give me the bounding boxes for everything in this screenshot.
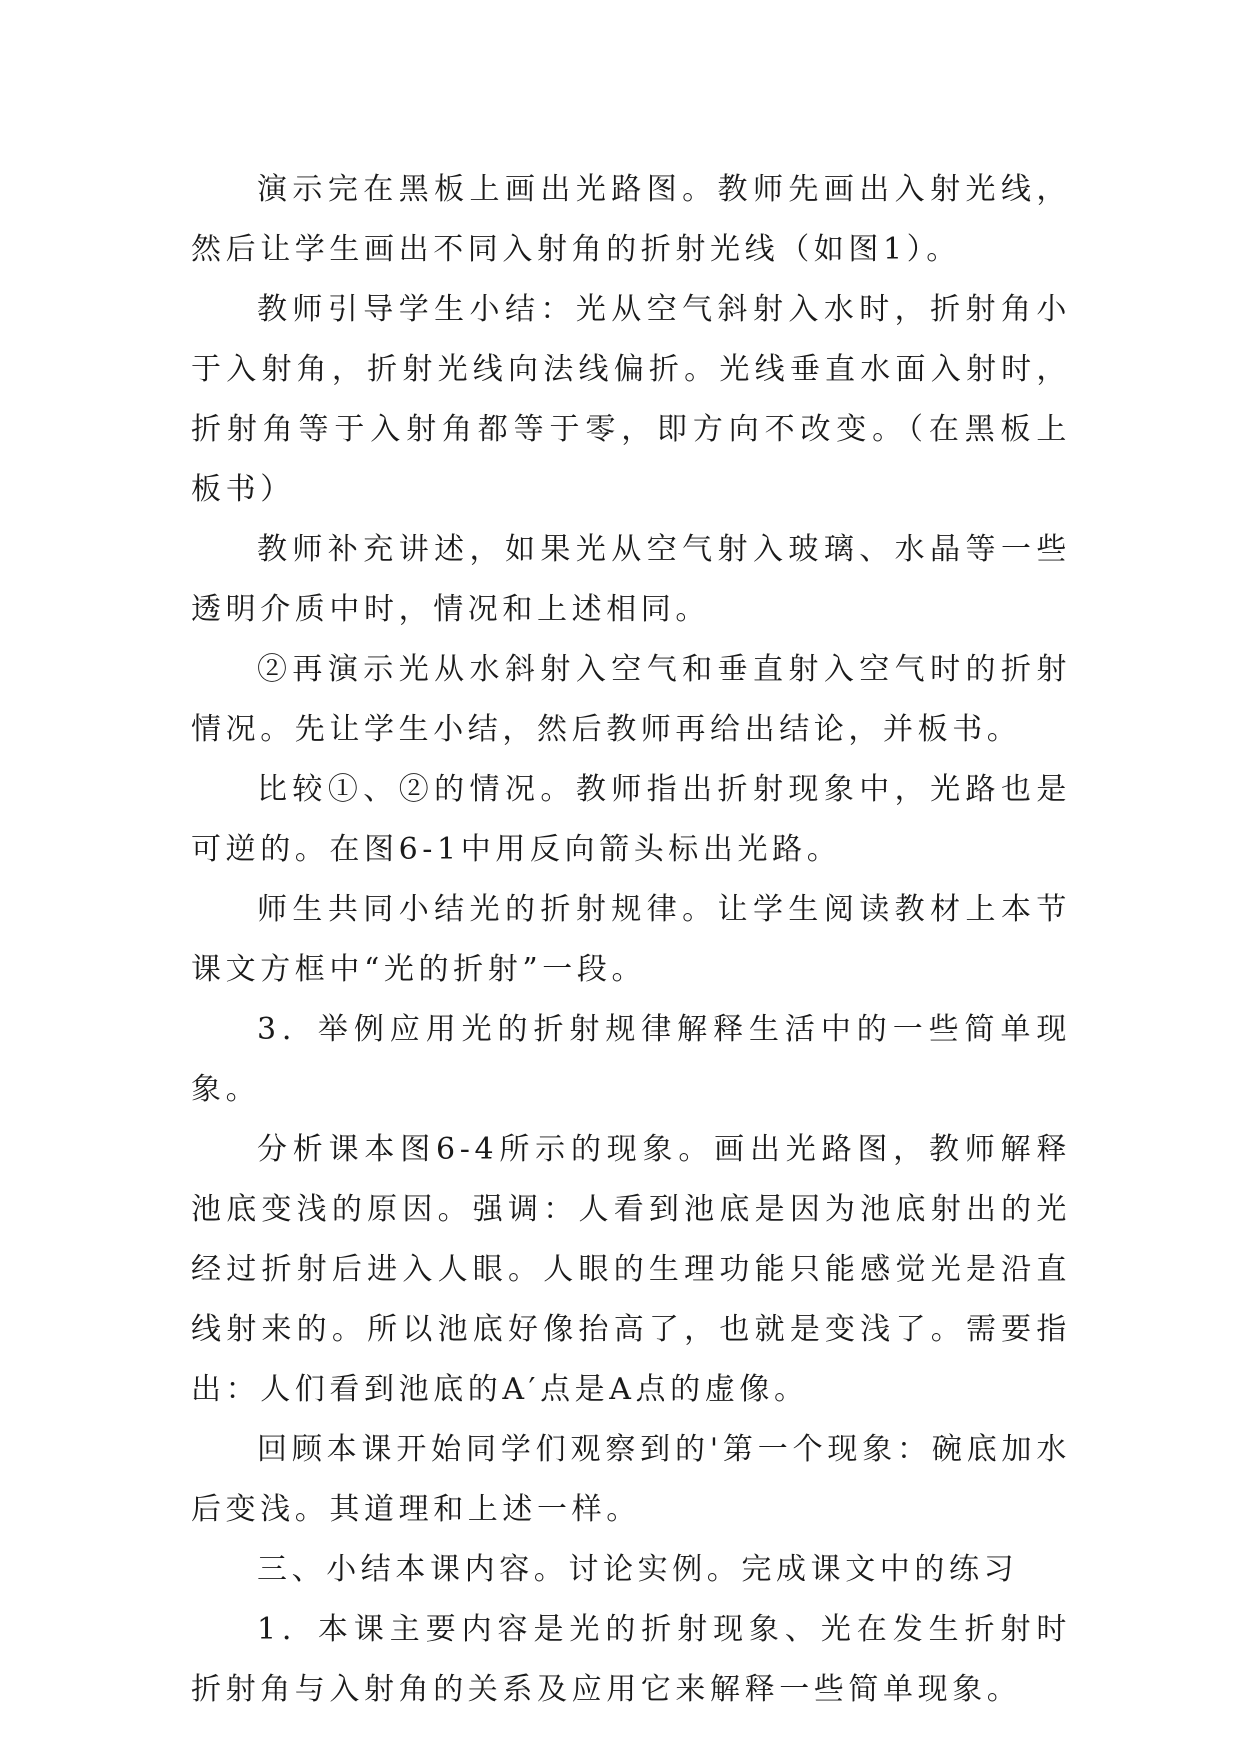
paragraph-demo-light-path: 演示完在黑板上画出光路图。教师先画出入射光线，然后让学生画出不同入射角的折射光线（如图1）。 bbox=[191, 172, 1071, 267]
paragraph-analysis: 分析课本图6-4所示的现象。画出光路图，教师解释池底变浅的原因。强调：人看到池底是因为池底射出的光经过折射后进入人眼。人眼的生理功能只能感觉光是沿直线射来的。所以池底好像抬高了，也就是变浅了。需要指出：人们看到池底的A′点是A点的虚像。 bbox=[191, 1132, 1071, 1407]
paragraph-comparison: 比较①、②的情况。教师指出折射现象中，光路也是可逆的。在图6-1中用反向箭头标出光路。 bbox=[191, 772, 1071, 867]
paragraph-teacher-summary: 教师引导学生小结：光从空气斜射入水时，折射角小于入射角，折射光线向法线偏折。光线垂直水面入射时，折射角等于入射角都等于零，即方向不改变。（在黑板上板书） bbox=[191, 292, 1071, 507]
paragraph-section-three: 三、小结本课内容。讨论实例。完成课文中的练习 bbox=[257, 1552, 1019, 1587]
paragraph-section-3: 3．举例应用光的折射规律解释生活中的一些简单现象。 bbox=[191, 1012, 1071, 1107]
paragraph-item-1: 1．本课主要内容是光的折射现象、光在发生折射时折射角与入射角的关系及应用它来解释一些简单现象。 bbox=[191, 1612, 1071, 1707]
paragraph-demo-water-to-air: ②再演示光从水斜射入空气和垂直射入空气时的折射情况。先让学生小结，然后教师再给出结论，并板书。 bbox=[191, 652, 1071, 747]
document-body bbox=[191, 160, 1071, 1720]
paragraph-supplement: 教师补充讲述，如果光从空气射入玻璃、水晶等一些透明介质中时，情况和上述相同。 bbox=[191, 532, 1071, 627]
paragraph-joint-summary: 师生共同小结光的折射规律。让学生阅读教材上本节课文方框中“光的折射”一段。 bbox=[191, 892, 1071, 987]
paragraph-review: 回顾本课开始同学们观察到的'第一个现象：碗底加水后变浅。其道理和上述一样。 bbox=[191, 1432, 1071, 1527]
